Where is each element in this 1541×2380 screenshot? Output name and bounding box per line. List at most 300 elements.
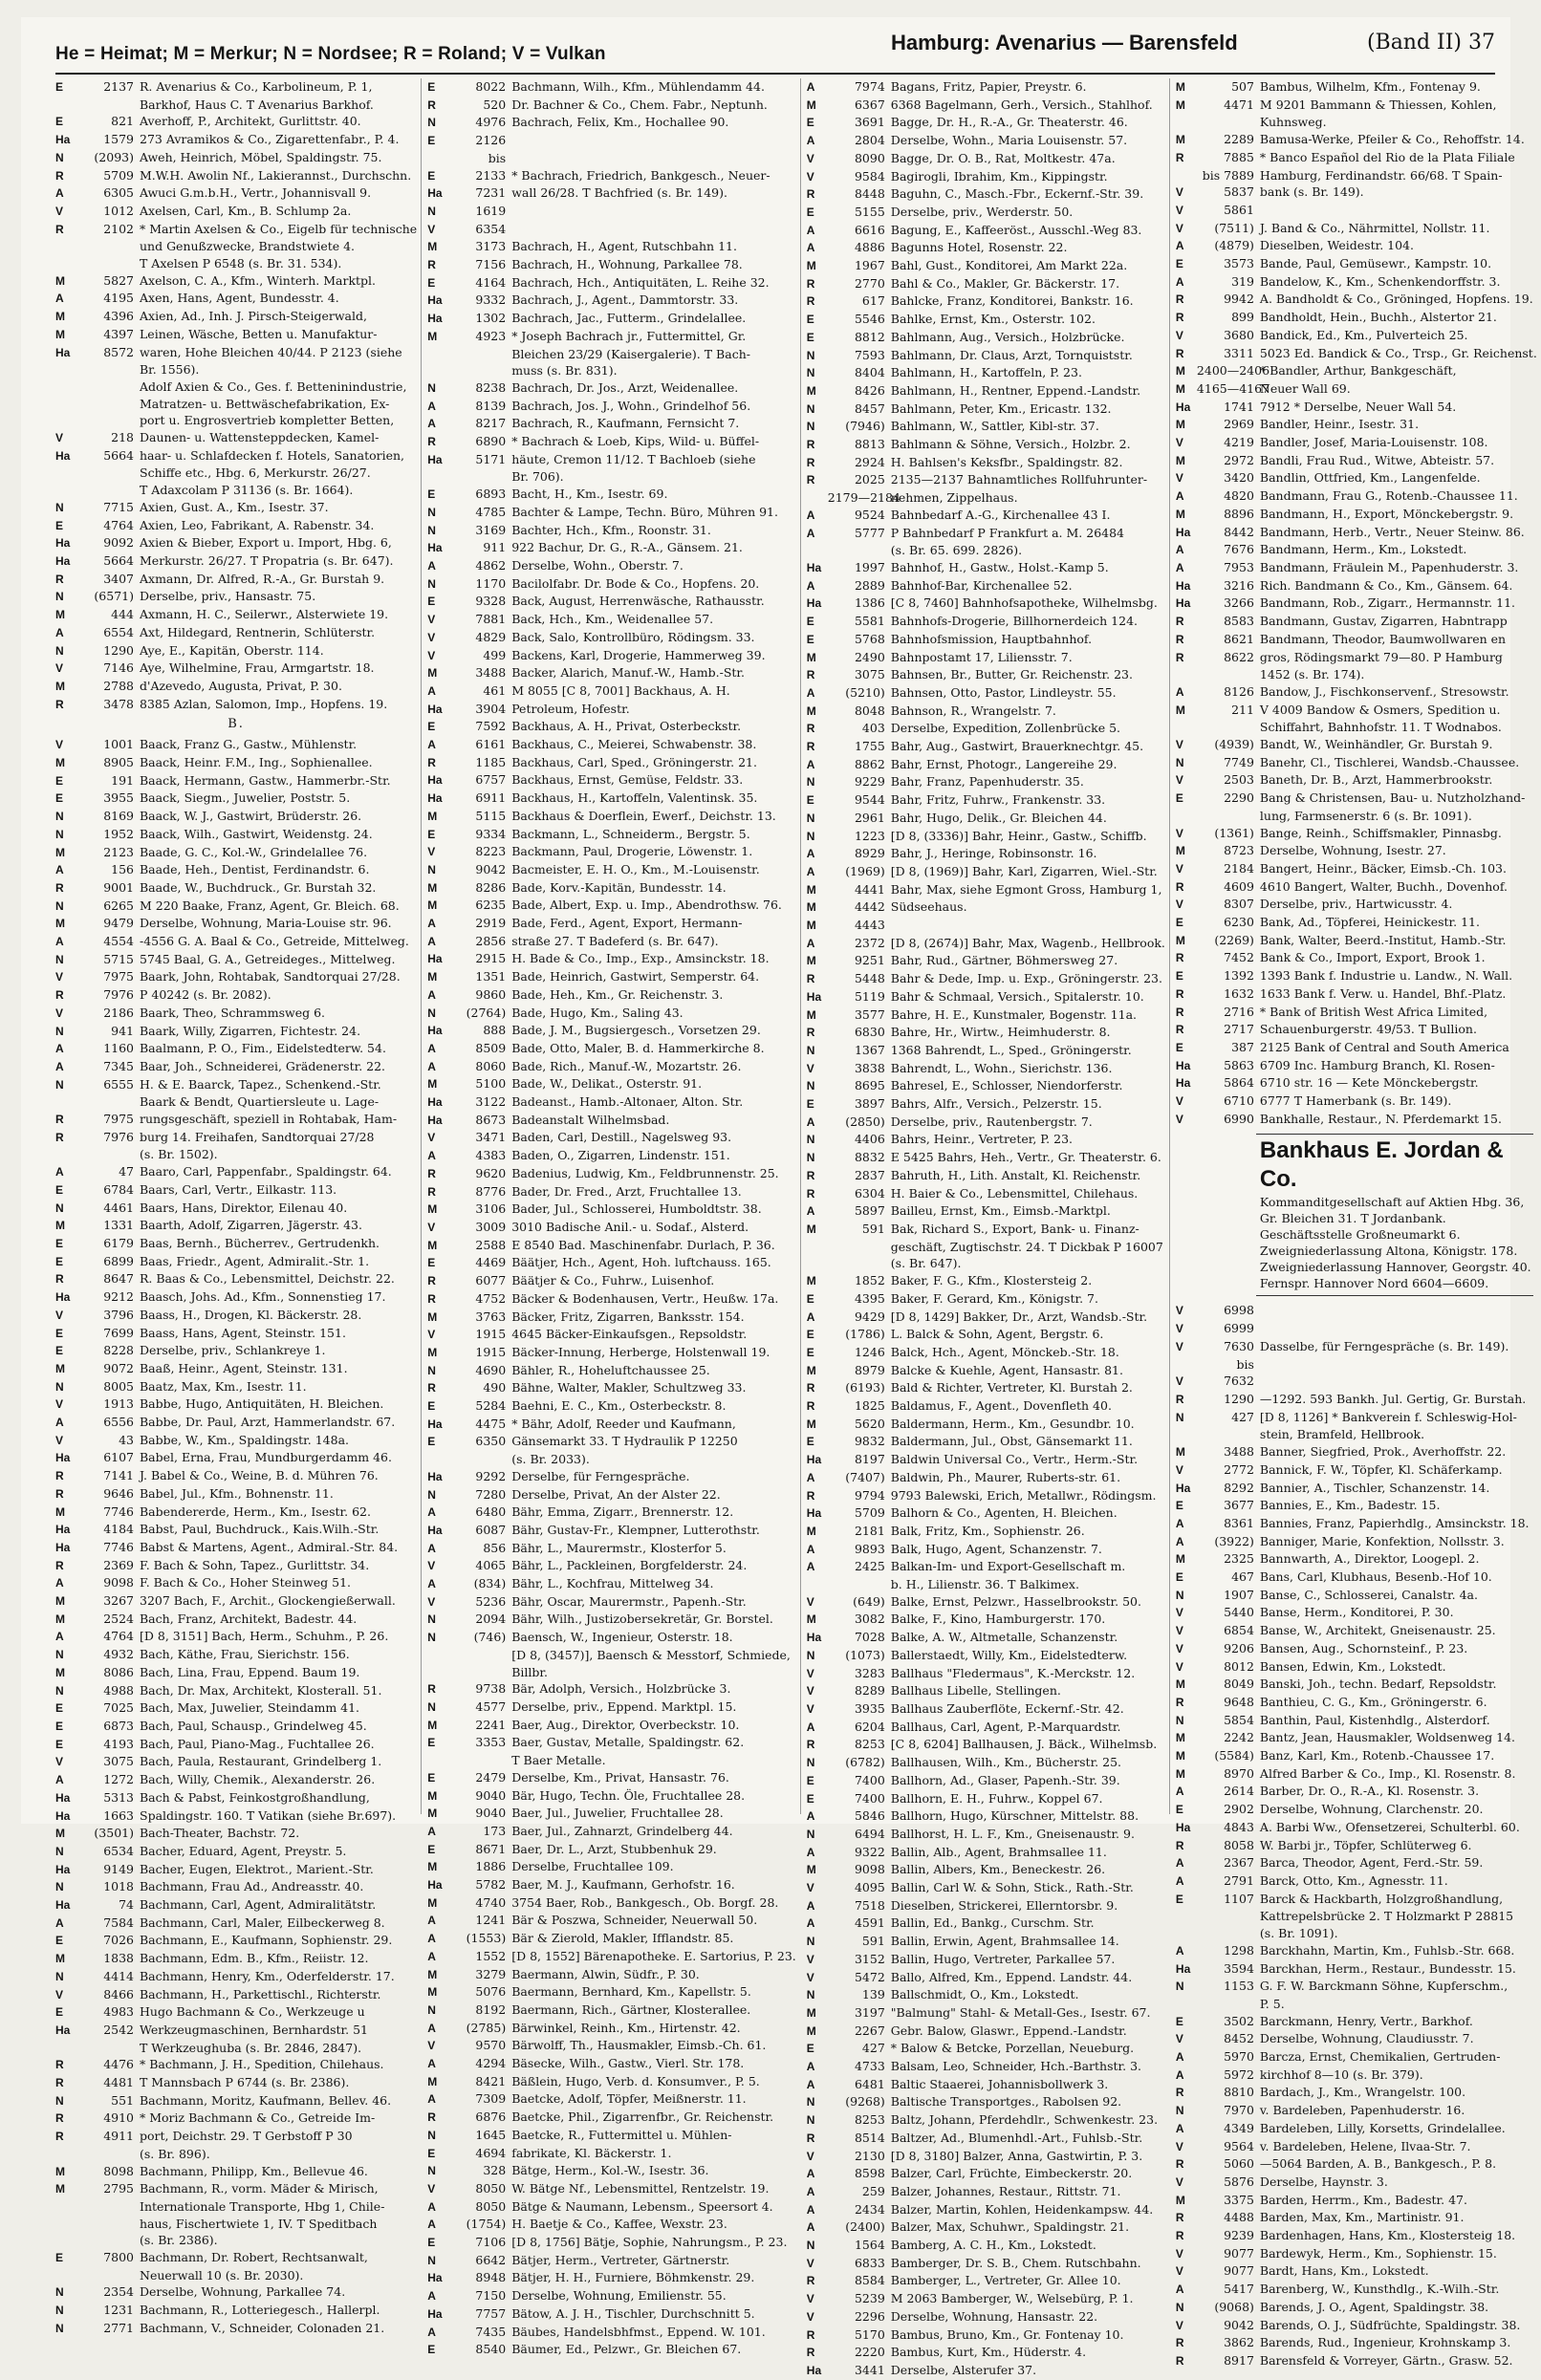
- entry-text: Bach, Paul, Piano-Mag., Fuchtallee 26.: [140, 1736, 375, 1751]
- entry-text: 2125 Bank of Central and South America: [1259, 1039, 1509, 1054]
- directory-entry: [427, 2090, 796, 2109]
- exchange-code: A: [806, 578, 815, 593]
- exchange-code: R: [806, 473, 815, 487]
- entry-text: Averhoff, P., Architekt, Gurlittstr. 40.: [140, 114, 361, 129]
- exchange-code: A: [427, 558, 436, 573]
- phone-number: 2837: [854, 1167, 885, 1182]
- directory-entry: [1176, 878, 1537, 897]
- directory-entry: [55, 1111, 417, 1129]
- directory-entry: [1176, 1960, 1537, 1979]
- phone-number: (1969): [845, 863, 885, 878]
- entry-text: Bansen, Edwin, Km., Lokstedt.: [1259, 1658, 1446, 1674]
- entry-text: Baade, Heh., Dentist, Ferdinandstr. 6.: [140, 862, 370, 877]
- exchange-code: N: [1175, 1410, 1184, 1424]
- exchange-code: V: [55, 1987, 64, 2001]
- directory-entry: [807, 1915, 1165, 1933]
- entry-text: 9793 Balewski, Erich, Metallwr., Rödingsm.: [890, 1487, 1157, 1503]
- directory-entry: [55, 1076, 417, 1094]
- phone-number: (7511): [1214, 220, 1254, 235]
- exchange-code: E: [55, 115, 64, 129]
- directory-entry: [1176, 434, 1537, 452]
- phone-number: 7757: [475, 2305, 507, 2321]
- entry-text: Backer, Alarich, Manuf.-W., Hamb.-Str.: [511, 665, 746, 681]
- entry-text: R. Baas & Co., Lebensmittel, Deichstr. 22.: [140, 1271, 395, 1287]
- exchange-code: M: [1175, 933, 1185, 947]
- exchange-code: N: [427, 505, 436, 519]
- directory-entry: [1176, 416, 1537, 434]
- directory-entry: [1176, 985, 1537, 1004]
- exchange-code: R: [1175, 2229, 1184, 2243]
- entry-text: Baermann, Alwin, Südfr., P. 30.: [511, 1966, 700, 1981]
- directory-entry: [1176, 1801, 1537, 1819]
- entry-text: Bachrach, Jac., Futterm., Grindelallee.: [511, 311, 747, 326]
- phone-number: 9328: [475, 594, 507, 609]
- directory-entry: [1176, 399, 1537, 417]
- exchange-code: Ha: [55, 1898, 71, 1913]
- phone-number: 8970: [1224, 1765, 1254, 1781]
- entry-text: [D 8, 3151] Bach, Herm., Schuhm., P. 26.: [140, 1629, 389, 1644]
- exchange-code: A: [427, 2092, 436, 2107]
- entry-text: Baas, Friedr., Agent, Admiralit.-Str. 1.: [140, 1253, 370, 1268]
- phone-number: 1755: [854, 739, 885, 754]
- phone-number: 6854: [1224, 1623, 1254, 1638]
- directory-entry: [1176, 1712, 1537, 1730]
- directory-entry: [807, 1469, 1165, 1487]
- exchange-code: R: [806, 740, 815, 754]
- exchange-code: V: [55, 738, 64, 752]
- directory-entry: [427, 398, 796, 416]
- exchange-code: N: [427, 1699, 436, 1714]
- phone-number: (746): [473, 1630, 507, 1645]
- directory-entry: [427, 292, 796, 310]
- exchange-code: E: [1175, 1803, 1183, 1817]
- exchange-code: E: [55, 773, 64, 788]
- exchange-code: E: [427, 595, 436, 609]
- directory-entry: [1176, 1908, 1537, 1925]
- exchange-code: N: [427, 523, 436, 537]
- phone-number: 9893: [854, 1541, 885, 1556]
- entry-text: Bardenhagen, Hans, Km., Klostersteig 18.: [1259, 2228, 1516, 2243]
- exchange-code: M: [806, 97, 816, 112]
- entry-text: 1633 Bank f. Verw. u. Handel, Bhf.-Platz.: [1259, 985, 1507, 1001]
- entry-text: Bätge & Naumann, Lebensm., Speersort 4.: [511, 2198, 773, 2214]
- directory-entry: [55, 1378, 417, 1396]
- entry-text: nehmen, Zippelhaus.: [890, 490, 1018, 506]
- entry-text: * Bachrach & Loeb, Kips, Wild- u. Büffel-: [511, 434, 760, 449]
- directory-entry: [427, 736, 796, 754]
- phone-number: 5897: [854, 1203, 885, 1219]
- exchange-code: V: [427, 1559, 436, 1573]
- directory-entry: [427, 2180, 796, 2198]
- entry-text: Bansen, Aug., Schornsteinf., P. 23.: [1259, 1640, 1468, 1655]
- directory-entry: [427, 362, 796, 379]
- phone-number: 2772: [1224, 1461, 1254, 1477]
- exchange-code: Ha: [427, 1523, 443, 1537]
- directory-entry: [1176, 1765, 1537, 1784]
- directory-entry: [55, 1628, 417, 1646]
- entry-text: Bachrach, Jos. J., Wohn., Grindelhof 56.: [511, 398, 751, 413]
- entry-text: * Joseph Bachrach jr., Futtermittel, Gr.: [511, 328, 747, 343]
- entry-text: Bachrach, H., Wohnung, Parkallee 78.: [511, 257, 743, 272]
- entry-text: Barends, J. O., Agent, Spaldingstr. 38.: [1259, 2299, 1489, 2314]
- entry-text: 6777 T Hamerbank (s. Br. 149).: [1259, 1093, 1452, 1109]
- entry-text: Baguhn, C., Masch.-Fbr., Eckernf.-Str. 39.: [890, 186, 1144, 202]
- entry-text: Balk, Hugo, Agent, Schanzenstr. 7.: [890, 1541, 1102, 1556]
- phone-number: 4829: [475, 629, 507, 644]
- exchange-code: V: [427, 630, 436, 644]
- exchange-code: M: [55, 608, 65, 622]
- exchange-code: A: [806, 1560, 815, 1574]
- phone-number: 43: [119, 1432, 134, 1447]
- entry-text: Baden, O., Zigarren, Lindenstr. 151.: [511, 1148, 730, 1163]
- exchange-code: V: [427, 845, 436, 859]
- phone-number: 6784: [103, 1181, 134, 1197]
- exchange-code: E: [806, 313, 814, 327]
- directory-entry: [1176, 2102, 1537, 2120]
- directory-entry: [427, 256, 796, 274]
- exchange-code: A: [806, 1309, 815, 1324]
- exchange-code: Ha: [427, 186, 443, 201]
- entry-text: Backmann, Paul, Drogerie, Löwenstr. 1.: [511, 844, 753, 859]
- exchange-code: N: [427, 380, 436, 395]
- entry-text: Bang & Christensen, Bau- u. Nutzholzhand-: [1259, 790, 1526, 806]
- directory-entry: [807, 649, 1165, 667]
- exchange-code: V: [1175, 2246, 1183, 2261]
- directory-entry: [1176, 613, 1537, 631]
- entry-text: Bahnhofs-Drogerie, Billhornerdeich 124.: [890, 614, 1139, 629]
- exchange-code: N: [55, 1201, 64, 1215]
- phone-number: 7885: [1224, 149, 1254, 164]
- exchange-code: Ha: [55, 1290, 71, 1305]
- exchange-code: V: [427, 1131, 436, 1145]
- directory-entry: [807, 1736, 1165, 1754]
- entry-text: H. Bade & Co., Imp., Exp., Amsinckstr. 18.: [511, 951, 770, 966]
- phone-number: 3677: [1224, 1498, 1254, 1513]
- directory-entry: [55, 1825, 417, 1843]
- exchange-code: A: [427, 2218, 436, 2232]
- directory-entry: [1176, 1373, 1537, 1391]
- phone-number: 156: [111, 862, 134, 877]
- exchange-code: R: [427, 1381, 436, 1396]
- phone-number: 1290: [1224, 1392, 1254, 1406]
- exchange-code: A: [1175, 2283, 1184, 2297]
- phone-number: 8228: [103, 1343, 134, 1358]
- entry-text: Backens, Karl, Drogerie, Hammerweg 39.: [511, 647, 766, 662]
- exchange-code: V: [806, 151, 814, 165]
- entry-text: Baer, Aug., Direktor, Overbeckstr. 10.: [511, 1717, 740, 1732]
- phone-number: 191: [111, 772, 134, 788]
- phone-number: 3838: [854, 1060, 885, 1075]
- phone-number: 9334: [475, 826, 507, 841]
- phone-number: 1663: [103, 1807, 134, 1823]
- entry-text: Kattrepelsbrücke 2. T Holzmarkt P 28815: [1259, 1909, 1514, 1924]
- entry-text: Bardeleben, Lilly, Korsetts, Grindelallee.: [1259, 2120, 1506, 2135]
- exchange-code: R: [427, 435, 436, 449]
- directory-entry: [427, 1557, 796, 1575]
- exchange-code: M: [1175, 381, 1185, 396]
- exchange-code: A: [806, 1916, 815, 1931]
- exchange-code: A: [806, 526, 815, 540]
- phone-number: (1786): [845, 1327, 885, 1342]
- phone-number: 8776: [475, 1183, 507, 1199]
- phone-number: (1073): [845, 1647, 885, 1662]
- phone-number: 7309: [475, 2091, 507, 2107]
- phone-number: 8292: [1224, 1480, 1254, 1495]
- directory-entry: [1176, 1443, 1537, 1461]
- entry-text: Baass, H., Drogen, Kl. Bäckerstr. 28.: [140, 1307, 362, 1322]
- phone-number: 8621: [1224, 631, 1254, 646]
- phone-number: 8126: [1224, 683, 1254, 699]
- advertisement-body: Kommanditgesellschaft auf Aktien Hbg. 36, Gr. Bleichen 31. T Jordanbank. Geschäftsstelle Großneumarkt 6. Zweigniederlassung Altona, Königstr. 178. Zweigniederlassung Hannover, Georgstr. 40. Fernspr. Hannover Nord 6604—6609.: [1259, 1195, 1531, 1291]
- exchange-code: M: [427, 1985, 438, 2000]
- entry-text: Bahnhof-Bar, Kirchenallee 52.: [890, 577, 1073, 593]
- phone-number: 2102: [103, 221, 134, 236]
- entry-text: Bailleu, Ernst, Km., Eimsb.-Marktpl.: [890, 1203, 1111, 1219]
- directory-entry: [427, 1379, 796, 1397]
- exchange-code: A: [806, 1809, 815, 1824]
- entry-text: Baden, Carl, Destill., Nagelsweg 93.: [511, 1130, 732, 1145]
- directory-entry: [807, 1969, 1165, 1987]
- exchange-code: A: [1175, 1873, 1184, 1888]
- exchange-code: N: [806, 1648, 815, 1662]
- exchange-code: A: [806, 1114, 815, 1129]
- entry-text: Axelson, C. A., Kfm., Winterh. Marktpl.: [140, 272, 377, 288]
- exchange-code: N: [806, 1988, 815, 2002]
- phone-number: 1170: [475, 575, 507, 591]
- exchange-code: E: [55, 1254, 64, 1268]
- entry-text: 3754 Baer, Rob., Bankgesch., Ob. Borgf. 28.: [511, 1894, 779, 1910]
- directory-entry: [1176, 149, 1537, 167]
- entry-text: Back, Hch., Km., Weidenallee 57.: [511, 612, 714, 627]
- directory-entry: [427, 808, 796, 826]
- phone-number: 2025: [854, 472, 885, 487]
- entry-text: Bätjer, H. H., Furniere, Böhmkenstr. 29.: [511, 2270, 755, 2285]
- directory-entry: [427, 522, 796, 540]
- entry-text: Bähr, Wilh., Justizobersekretär, Gr. Borstel.: [511, 1612, 773, 1627]
- phone-number: 2289: [1224, 132, 1254, 147]
- phone-number: (1754): [466, 2217, 507, 2232]
- entry-text: Bahnsen, Otto, Pastor, Lindleystr. 55.: [890, 684, 1117, 700]
- phone-number: 1564: [854, 2238, 885, 2253]
- entry-text: Bär & Poszwa, Schneider, Neuerwall 50.: [511, 1913, 758, 1928]
- exchange-code: A: [806, 847, 815, 861]
- phone-number: 4193: [103, 1736, 134, 1751]
- entry-text: Babendererde, Herm., Km., Isestr. 62.: [140, 1504, 371, 1519]
- exchange-code: R: [1175, 2211, 1184, 2225]
- directory-entry: [427, 1451, 796, 1468]
- entry-text: Ballhorn, E. H., Fuhrw., Koppel 67.: [890, 1790, 1103, 1806]
- phone-number: 2123: [103, 844, 134, 859]
- entry-text: bank (s. Br. 149).: [1259, 184, 1364, 200]
- directory-entry: [1176, 131, 1537, 149]
- exchange-code: V: [1175, 1624, 1183, 1638]
- entry-text: Bagirogli, Ibrahim, Km., Kippingstr.: [890, 168, 1108, 184]
- directory-entry: [1176, 1320, 1537, 1338]
- exchange-code: A: [806, 2060, 815, 2074]
- exchange-code: M: [1175, 80, 1185, 94]
- exchange-code: R: [55, 1486, 64, 1501]
- entry-text: Baldermann, Jul., Obst, Gänsemarkt 11.: [890, 1434, 1133, 1449]
- phone-number: 1298: [1224, 1942, 1254, 1958]
- exchange-code: V: [427, 222, 436, 236]
- entry-text: Bandmann, Frau G., Rotenb.-Chaussee 11.: [1259, 488, 1518, 504]
- entry-text: Bank, Ad., Töpferei, Heinickestr. 11.: [1259, 915, 1480, 930]
- directory-entry: [1176, 2155, 1537, 2174]
- exchange-code: E: [427, 134, 436, 148]
- entry-text: Bachmann, V., Schneider, Colonaden 21.: [140, 2320, 385, 2335]
- entry-text: [D 8, 1429] Bakker, Dr., Arzt, Wandsb.-Str.: [890, 1309, 1148, 1324]
- directory-entry: [807, 2326, 1165, 2345]
- entry-text: —1292. 593 Bankh. Jul. Gertig, Gr. Burstah.: [1259, 1392, 1527, 1406]
- directory-entry: [807, 525, 1165, 543]
- phone-number: 4294: [475, 2056, 507, 2071]
- entry-text: Baalmann, P. O., Fim., Eidelstedterw. 54.: [140, 1041, 386, 1056]
- phone-number: 1997: [854, 559, 885, 574]
- entry-text: Ballin, Albers, Km., Beneckestr. 26.: [890, 1862, 1106, 1877]
- exchange-code: E: [55, 1344, 64, 1358]
- phone-number: 5863: [1224, 1057, 1254, 1072]
- phone-number: 4752: [475, 1290, 507, 1306]
- phone-number: 2969: [1224, 417, 1254, 432]
- entry-text: Adolf Axien & Co., Ges. f. Betteninindustrie,: [140, 379, 407, 394]
- phone-number: 3375: [1224, 2192, 1254, 2207]
- phone-number: 7715: [103, 499, 134, 514]
- exchange-code: Ha: [806, 1631, 822, 1645]
- entry-text: Bahre, H. E., Kunstmaler, Bogenstr. 11a.: [890, 1006, 1138, 1022]
- entry-text: Barenberg, W., Kunsthdlg., K.-Wilh.-Str.: [1259, 2282, 1500, 2297]
- exchange-code: E: [806, 1345, 814, 1359]
- entry-text: Bahruth, H., Lith. Anstalt, Kl. Reichenstr.: [890, 1167, 1141, 1182]
- directory-entry: [807, 1700, 1165, 1719]
- phone-number: 9251: [854, 953, 885, 968]
- entry-text: W. Bätge Nf., Lebensmittel, Rentzelstr. 19.: [511, 2180, 770, 2196]
- entry-text: Dr. Bachner & Co., Chem. Fabr., Neptunh.: [511, 97, 768, 112]
- phone-number: 1632: [1224, 985, 1254, 1001]
- phone-number: 4443: [854, 918, 885, 933]
- exchange-code: R: [806, 668, 815, 682]
- exchange-code: A: [1175, 2050, 1184, 2065]
- phone-number: 5284: [475, 1398, 507, 1414]
- exchange-code: A: [806, 1470, 815, 1484]
- directory-entry: [807, 1523, 1165, 1541]
- exchange-code: V: [806, 1970, 814, 1984]
- directory-entry: [55, 1736, 417, 1754]
- exchange-code: Ha: [1175, 1820, 1191, 1834]
- entry-text: Bade, Heinrich, Gastwirt, Semperstr. 64.: [511, 969, 760, 984]
- phone-number: (6782): [845, 1755, 885, 1770]
- exchange-code: E: [806, 1791, 814, 1806]
- phone-number: (649): [853, 1593, 885, 1609]
- entry-text: Bader, Dr. Fred., Arzt, Fruchtallee 13.: [511, 1183, 742, 1199]
- exchange-code: Ha: [1175, 400, 1191, 414]
- entry-text: Derselbe, Wohn., Maria Louisenstr. 57.: [890, 133, 1128, 148]
- phone-number: 4164: [475, 274, 507, 290]
- entry-text: Ballin, Carl W. & Sohn, Stick., Rath.-Str.: [890, 1880, 1134, 1895]
- exchange-code: M: [806, 1222, 816, 1236]
- exchange-code: V: [806, 1701, 814, 1716]
- directory-entry: [55, 844, 417, 862]
- phone-number: 1838: [103, 1951, 134, 1966]
- directory-entry: [55, 1611, 417, 1629]
- exchange-code: A: [806, 1898, 815, 1913]
- phone-number: 2241: [475, 1717, 507, 1732]
- entry-text: Südseehaus.: [890, 899, 967, 915]
- entry-text: Axien, Leo, Fabrikant, A. Rabenstr. 34.: [140, 517, 375, 532]
- phone-number: 1619: [475, 203, 507, 218]
- phone-number: 3311: [1224, 345, 1254, 360]
- entry-text: Gänsemarkt 33. T Hydraulik P 12250: [511, 1434, 738, 1449]
- phone-number: (3922): [1214, 1533, 1254, 1548]
- exchange-code: V: [806, 1666, 814, 1680]
- entry-text: H. Baier & Co., Lebensmittel, Chilehaus.: [890, 1185, 1139, 1201]
- entry-text: Axien, Gust. A., Km., Isestr. 37.: [140, 499, 329, 514]
- phone-number: 2716: [1224, 1004, 1254, 1019]
- directory-entry: [427, 167, 796, 185]
- exchange-code: M: [806, 882, 816, 897]
- entry-text: Gebr. Balow, Glaswr., Eppend.-Landstr.: [890, 2023, 1127, 2038]
- phone-number: 2267: [854, 2023, 885, 2038]
- phone-number: 8090: [854, 150, 885, 165]
- entry-text: Baensch, W., Ingenieur, Osterstr. 18.: [511, 1630, 733, 1645]
- directory-entry: [427, 238, 796, 256]
- entry-text: Ballin, Alb., Agent, Brahmsallee 11.: [890, 1844, 1107, 1859]
- directory-entry: [807, 1933, 1165, 1951]
- exchange-code: N: [427, 862, 436, 876]
- directory-entry: [427, 1930, 796, 1948]
- directory-entry: [807, 1826, 1165, 1844]
- phone-number: 8540: [475, 2342, 507, 2357]
- directory-entry: [807, 773, 1165, 791]
- phone-number: 173: [483, 1823, 507, 1838]
- entry-text: Bähr, Gustav-Fr., Klempner, Lutterothstr.: [511, 1522, 760, 1537]
- entry-text: Ballhausen, Wilh., Km., Bücherstr. 25.: [890, 1755, 1122, 1770]
- directory-entry: [55, 1521, 417, 1539]
- directory-entry: [55, 1023, 417, 1041]
- exchange-code: A: [427, 1041, 436, 1055]
- exchange-code: R: [1175, 346, 1184, 360]
- directory-entry: [807, 1772, 1165, 1790]
- entry-text: Barck & Hackbarth, Holzgroßhandlung,: [1259, 1891, 1504, 1906]
- phone-number: 4383: [475, 1148, 507, 1163]
- entry-text: Bach & Pabst, Feinkostgroßhandlung,: [140, 1789, 370, 1805]
- directory-entry: [1176, 754, 1537, 772]
- exchange-code: N: [55, 810, 64, 824]
- entry-text: Bandler, Heinr., Isestr. 31.: [1259, 417, 1420, 432]
- exchange-code: E: [427, 2343, 436, 2357]
- directory-entry: [427, 2001, 796, 2020]
- directory-entry: [1176, 220, 1537, 238]
- phone-number: 5777: [854, 525, 885, 540]
- entry-text: Ballerstaedt, Willy, Km., Eidelstedterw.: [890, 1647, 1128, 1662]
- directory-entry: [1176, 345, 1537, 363]
- phone-number: 5076: [475, 1984, 507, 2000]
- directory-entry: [807, 1844, 1165, 1862]
- entry-text: Axien & Bieber, Export u. Import, Hbg. 6,: [140, 535, 392, 551]
- entry-text: Banthieu, C. G., Km., Gröningerstr. 6.: [1259, 1694, 1487, 1709]
- exchange-code: R: [427, 1291, 436, 1306]
- phone-number: 3283: [854, 1665, 885, 1680]
- phone-number: 2181: [854, 1523, 885, 1538]
- exchange-code: Ha: [1175, 1481, 1191, 1495]
- directory-entry: [807, 988, 1165, 1006]
- exchange-code: R: [806, 722, 815, 736]
- exchange-code: M: [55, 1827, 65, 1841]
- exchange-code: N: [55, 1969, 64, 1983]
- phone-number: 8929: [854, 846, 885, 861]
- entry-text: Bandmann, Theodor, Baumwollwaren en: [1259, 631, 1507, 646]
- entry-text: Bahl & Co., Makler, Gr. Bäckerstr. 17.: [890, 275, 1120, 291]
- phone-number: 9149: [103, 1861, 134, 1876]
